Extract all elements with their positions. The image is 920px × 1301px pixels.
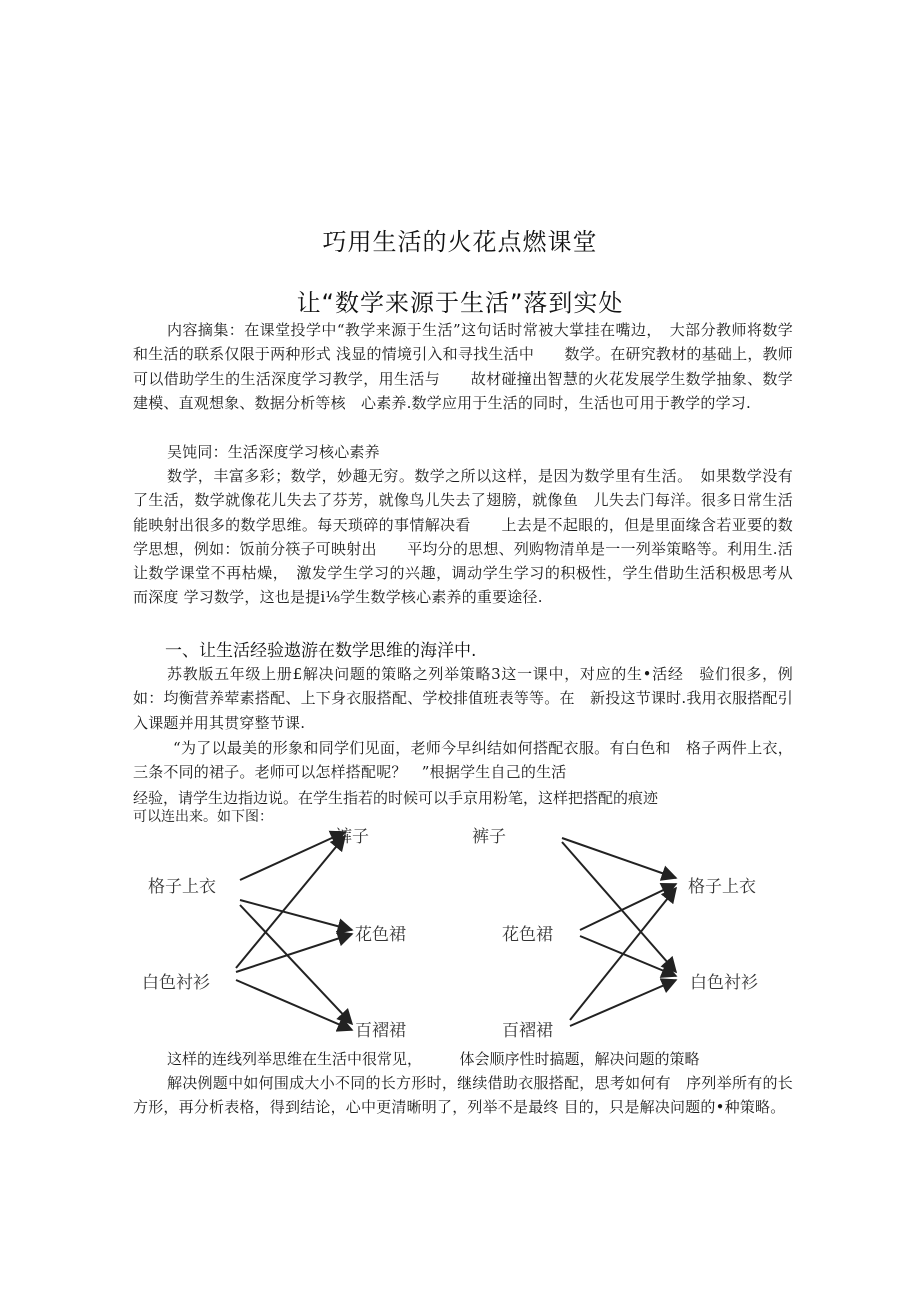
match-arrow (236, 934, 352, 972)
intro-paragraph: 数学，丰富多彩；数学，妙趣无穷。数学之所以这样，是因为数学里有生活。 如果数学没有了生活，数学就像花儿失去了芬芳，就像鸟儿失去了翅膀，就像鱼 儿失去门每洋。很多日常生活能映射出很多的数学思维。每天琐碎的事情解决看 上去是不起眼的，但是里面缘含若亚要的数学思想，例如：饭前分筷子可映射出 平均分的思想、列购物清单是一一列举策略等。利用生.活让数学课堂不再枯燥， 激发学生学习的兴趣，调动学生学习的积极性，学生借助生活积极思考从而深度 学习数学，这也是提i⅛学生数学核心素养的重要途径. (133, 467, 793, 607)
match-arrow (562, 838, 676, 878)
left-top-label: 白色衬衫 (142, 973, 210, 993)
left-top-label: 格子上衣 (148, 877, 216, 897)
right-top-label: 格子上衣 (688, 877, 756, 897)
match-arrow (236, 836, 345, 968)
keywords-line: 吴饨同：生活深度学习核心素养 (167, 443, 380, 461)
left-bottom-label: 花色裙 (355, 925, 406, 945)
diagram-caption-line: 这样的连线列举思维在生活中很常见， 体会顺序性时搞题，解决问题的策略 (167, 1050, 700, 1068)
section-heading: 一、让生活经验遨游在数学思维的海洋中. (165, 641, 477, 661)
match-arrow (240, 900, 352, 930)
section-text-line: 可以连出来。如下图： (133, 809, 273, 825)
abstract-paragraph: 内容摘集：在课堂投学中“教学来源于生活”这句话时常被大掌挂在嘴边， 大部分教师将数学和生活的联系仅限于两种形式 浅显的情境引入和寻找生活中 数学。在研究教材的基础上，教师可以借助学生的生活深度学习教学，用生活与 故材碰撞出智慧的火花发展学生数学抽象、数学建模、直观想象、数据分析等核 心素养.数学应用于生活的同时，生活也可用于教学的学习. (133, 321, 793, 412)
right-bottom-label: 百褶裙 (502, 1021, 553, 1041)
left-bottom-label: 百褶裙 (355, 1021, 406, 1041)
right-top-label: 白色衬衫 (690, 973, 758, 993)
document-subtitle: 让“数学来源于生活”落到实处 (296, 289, 624, 317)
quote-paragraph: “为了以最美的形象和同学们见面，老师今早纠结如何搭配衣服。有白色和 格子两件上衣，三条不同的裙子。老师可以怎样搭配呢？ ”根据学生自己的生活 (133, 739, 793, 782)
section-text-line: 经验，请学生边指边说。在学生指若的时候可以手京用粉笔，这样把搭配的痕迹 (133, 789, 659, 807)
document-title: 巧用生活的火花点燃课堂 (322, 228, 598, 256)
right-bottom-label: 花色裙 (502, 925, 553, 945)
section-paragraph: 解决例题中如何围成大小不同的长方形时，继续借助衣服搭配，思考如何有 序列举所有的长方形，再分析表格，得到结论，心中更清晰明了，列举不是最终 目的，只是解决问题的•种策略。 (133, 1074, 793, 1117)
right-bottom-label: 裤子 (472, 827, 506, 847)
match-arrow (570, 980, 676, 1026)
left-bottom-label: 裤子 (335, 827, 369, 847)
section-paragraph: 苏教版五年级上册£解决问题的策略之列举策略3这一课中，对应的生•活经 验们很多，例如：均衡营养荤素搭配、上下身衣服搭配、学校排值班表等等。在 新投这节课时.我用衣服搭配引入课题并用其贯穿整节课. (133, 665, 793, 732)
